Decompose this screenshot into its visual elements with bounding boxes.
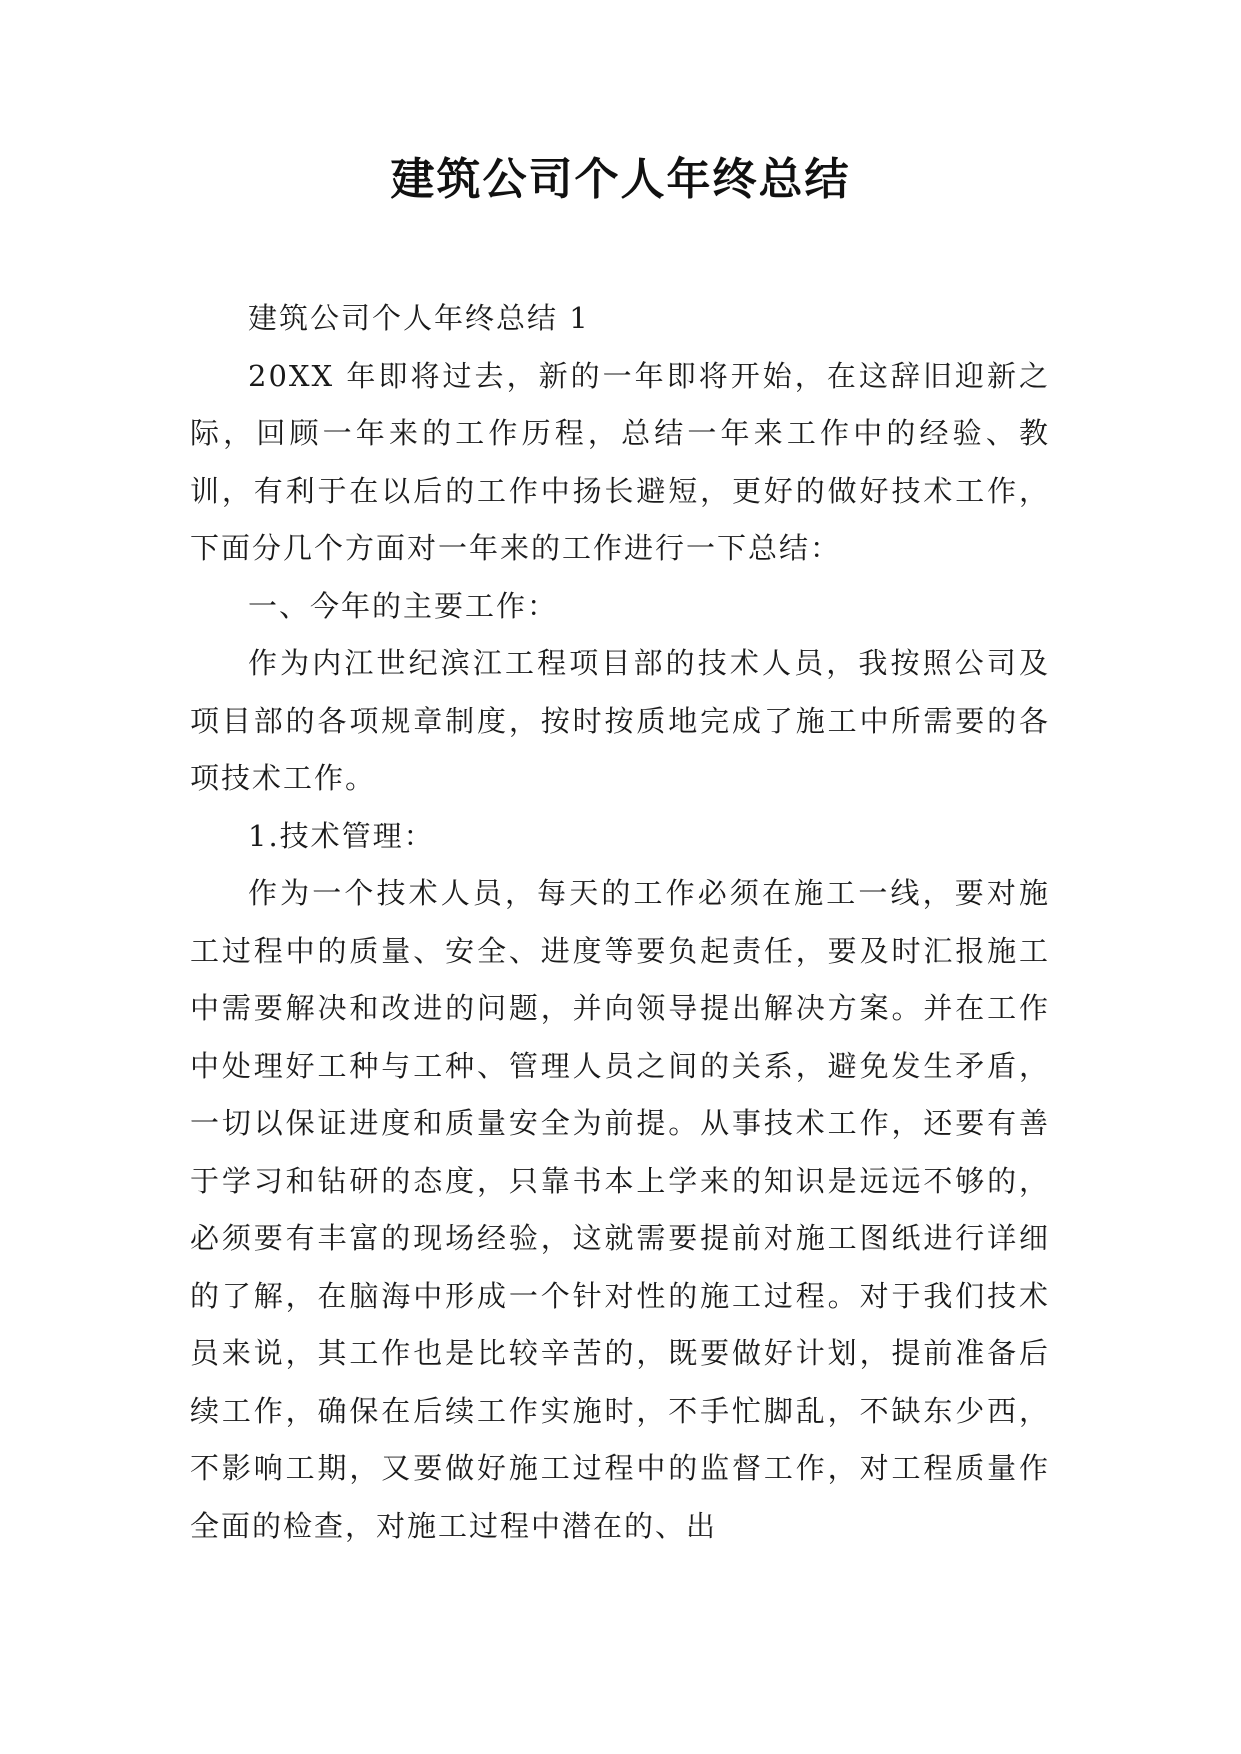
subheading: 1.技术管理： <box>248 818 435 853</box>
document-title: 建筑公司个人年终总结 <box>390 154 851 205</box>
paragraph: 作为一个技术人员，每天的工作必须在施工一线，要对施工过程中的质量、安全、进度等要负起责任，要及时汇报施工中需要解决和改进的问题，并向领导提出解决方案。并在工作中处理好工种与工种、管理人员之间的关系，避免发生矛盾，一切以保证进度和质量安全为前提。从事技术工作，还要有善于学习和钻研的态度，只靠书本上学来的知识是远远不够的，必须要有丰富的现场经验，这就需要提前对施工图纸进行详细的了解，在脑海中形成一个针对性的施工过程。对于我们技术员来说，其工作也是比较辛苦的，既要做好计划，提前准备后续工作，确保在后续工作实施时，不手忙脚乱，不缺东少西，不影响工期，又要做好施工过程中的监督工作，对工程质量作全面的检查，对施工过程中潜在的、出 <box>190 876 1050 1543</box>
paragraph: 作为内江世纪滨江工程项目部的技术人员，我按照公司及项目部的各项规章制度，按时按质地完成了施工中所需要的各项技术工作。 <box>190 646 1050 795</box>
paragraph: 20XX 年即将过去，新的一年即将开始，在这辞旧迎新之际，回顾一年来的工作历程，总结一年来工作中的经验、教训，有利于在以后的工作中扬长避短，更好的做好技术工作，下面分几个方面对一年来的工作进行一下总结： <box>190 358 1050 565</box>
subheading: 一、今年的主要工作： <box>248 588 559 623</box>
document-body <box>190 290 1050 1555</box>
section-heading: 建筑公司个人年终总结 1 <box>248 301 590 335</box>
